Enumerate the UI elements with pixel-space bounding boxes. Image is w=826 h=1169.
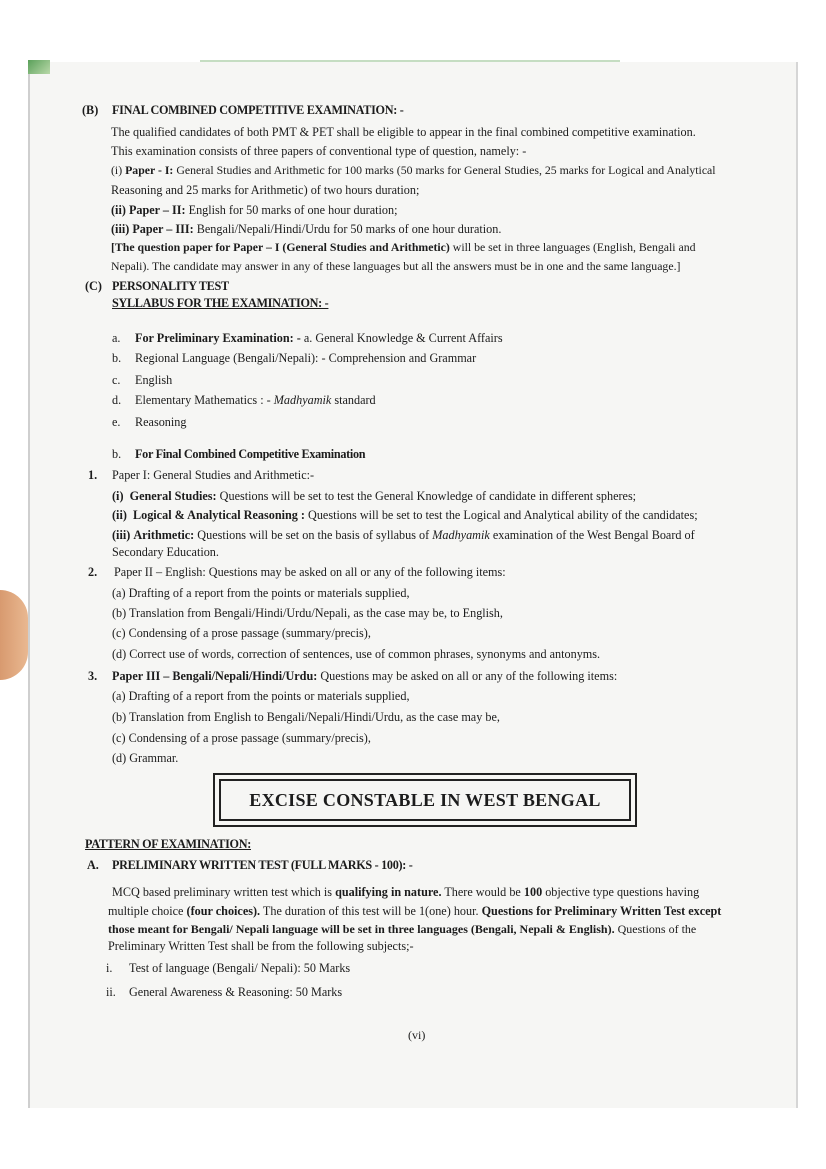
page-left-edge <box>28 62 30 1108</box>
paper-i-item-iii-text: Questions will be set on the basis of syllabus of <box>197 528 430 542</box>
paper-3-line <box>111 221 501 237</box>
pattern-a-title: PRELIMINARY WRITTEN TEST (FULL MARKS - 100): - <box>112 858 413 872</box>
paper-i-item-iii <box>112 527 695 543</box>
page-number: (vi) <box>408 1028 426 1042</box>
paper-i-item-i <box>112 488 636 504</box>
syllabus-item-e-label: e. <box>112 415 121 429</box>
paper-i-item-i-label: (i) <box>112 489 124 503</box>
pattern-p2-b: (four choices). <box>186 904 261 918</box>
section-b-intro-2: This examination consists of three papers of conventional type of question, namely: - <box>111 144 527 158</box>
language-note-text: will be set in three languages (English, Bengali and <box>452 240 696 254</box>
paper-i-item-ii-bold: Logical & Analytical Reasoning : <box>132 508 305 522</box>
paper-i-item-ii-label: (ii) <box>112 508 127 522</box>
paper-ii-item-b: (b) Translation from Bengali/Hindi/Urdu/Nepali, as the case may be, to English, <box>112 606 503 620</box>
syllabus-item-d <box>135 392 376 408</box>
pattern-p1-d: 100 <box>523 885 543 899</box>
paper-i-item-i-bold: General Studies: <box>129 489 217 503</box>
paper-i-item-iii-bold: Arithmetic: <box>133 528 195 542</box>
pattern-item-i-label: i. <box>106 961 113 975</box>
paper-iii-item-a: (a) Drafting of a report from the points or materials supplied, <box>112 689 410 703</box>
syllabus-item-e: Reasoning <box>135 415 187 429</box>
paper-1-text-2: Reasoning and 25 marks for Arithmetic) of two hours duration; <box>111 183 420 197</box>
paper-i-item-ii <box>112 507 698 523</box>
pattern-item-ii-label: ii. <box>106 985 116 999</box>
paper-i-item-iii-italic: Madhyamik <box>432 528 490 542</box>
section-b-label: (B) <box>82 103 99 117</box>
syllabus-item-b-label: b. <box>112 351 122 365</box>
boxed-title: EXCISE CONSTABLE IN WEST BENGAL <box>219 779 631 821</box>
syllabus-item-a <box>135 330 503 346</box>
pattern-p1-b: qualifying in nature. <box>335 885 442 899</box>
pattern-p3-b: Questions of the <box>617 922 697 936</box>
paper-i-item-iii-text-2: Secondary Education. <box>112 545 219 559</box>
paper-3-text: Bengali/Nepali/Hindi/Urdu for 50 marks of one hour duration. <box>196 222 502 236</box>
syllabus-item-d-label: d. <box>112 393 122 407</box>
syllabus-item-b: Regional Language (Bengali/Nepali): - Comprehension and Grammar <box>135 351 477 365</box>
paper-1-line <box>111 162 716 178</box>
pattern-p1-a: MCQ based preliminary written test which is <box>112 885 333 899</box>
paper-1-label: (i) <box>111 163 123 177</box>
paper-ii-item-a: (a) Drafting of a report from the points or materials supplied, <box>112 586 410 600</box>
green-corner-mark <box>28 60 50 74</box>
paper-ii-item-c: (c) Condensing of a prose passage (summary/precis), <box>112 626 371 640</box>
paper-i-item-iii-tail: examination of the West Bengal Board of <box>492 528 695 542</box>
paper-1-bold: Paper - I: <box>125 163 174 177</box>
syllabus-item-a-text: a. General Knowledge & Current Affairs <box>303 331 503 345</box>
pattern-p2-a: multiple choice <box>108 904 184 918</box>
pattern-p1-c: There would be <box>444 885 521 899</box>
syllabus-item-d-text: Elementary Mathematics : - <box>135 393 271 407</box>
final-exam-title: For Final Combined Competitive Examination <box>135 447 366 461</box>
paper-iii-title-bold: Paper III – Bengali/Nepali/Hindi/Urdu: <box>112 669 318 683</box>
pattern-para-line-2 <box>108 903 721 919</box>
pattern-para-line-1 <box>112 884 699 900</box>
syllabus-title: SYLLABUS FOR THE EXAMINATION: - <box>112 296 329 310</box>
paper-iii-title-text: Questions may be asked on all or any of the following items: <box>320 669 618 683</box>
pattern-para-line-3 <box>108 921 696 937</box>
thumb-shadow <box>0 590 28 680</box>
paper-i-item-i-text: Questions will be set to test the General Knowledge of candidate in different spheres; <box>219 489 637 503</box>
syllabus-item-a-bold: For Preliminary Examination: - <box>135 331 301 345</box>
paper-iii-item-d: (d) Grammar. <box>112 751 179 765</box>
pattern-item-ii: General Awareness & Reasoning: 50 Marks <box>129 985 343 999</box>
language-note-bold: [The question paper for Paper – I (General Studies and Arithmetic) <box>111 240 450 254</box>
paper-iii-item-c: (c) Condensing of a prose passage (summary/precis), <box>112 731 371 745</box>
section-b-title: FINAL COMBINED COMPETITIVE EXAMINATION: - <box>112 103 404 117</box>
paper-ii-item-d: (d) Correct use of words, correction of sentences, use of common phrases, synonyms and antonyms. <box>112 647 601 661</box>
section-b-intro-1: The qualified candidates of both PMT & PET shall be eligible to appear in the final combined competitive examination. <box>111 125 696 139</box>
syllabus-item-d-italic: Madhyamik <box>273 393 332 407</box>
paper-iii-item-b: (b) Translation from English to Bengali/Nepali/Hindi/Urdu, as the case may be, <box>112 710 500 724</box>
syllabus-item-d-tail: standard <box>334 393 376 407</box>
paper-3-bold: Paper – III: <box>132 222 194 236</box>
syllabus-item-c: English <box>135 373 173 387</box>
paper-ii-title: Paper II – English: Questions may be asked on all or any of the following items: <box>114 565 506 579</box>
paper-ii-number: 2. <box>88 565 98 579</box>
paper-iii-number: 3. <box>88 669 98 683</box>
syllabus-item-a-label: a. <box>112 331 121 345</box>
paper-2-bold: Paper – II: <box>128 203 186 217</box>
paper-2-text: English for 50 marks of one hour duration; <box>188 203 398 217</box>
paper-i-item-ii-text: Questions will be set to test the Logical and Analytical ability of the candidates; <box>308 508 698 522</box>
pattern-para-line-4: Preliminary Written Test shall be from the following subjects;- <box>108 939 414 953</box>
section-c-title: PERSONALITY TEST <box>112 279 229 293</box>
paper-i-title: Paper I: General Studies and Arithmetic:- <box>112 468 315 482</box>
page-top-line <box>200 60 620 62</box>
pattern-item-i: Test of language (Bengali/ Nepali): 50 Marks <box>129 961 351 975</box>
language-note-2: Nepali). The candidate may answer in any of these languages but all the answers must be in one and the same language.] <box>111 259 681 273</box>
pattern-p2-c: The duration of this test will be 1(one) hour. <box>262 904 479 918</box>
pattern-p3-a: those meant for Bengali/ Nepali language will be set in three languages (Bengali, Nepali & English). <box>108 922 615 936</box>
paper-3-label: (iii) <box>111 222 130 236</box>
paper-1-text: General Studies and Arithmetic for 100 marks (50 marks for General Studies, 25 marks for Logical and Analytical <box>176 163 716 177</box>
pattern-a-label: A. <box>87 858 99 872</box>
paper-i-item-iii-label: (iii) <box>112 528 131 542</box>
syllabus-item-c-label: c. <box>112 373 121 387</box>
paper-2-label: (ii) <box>111 203 126 217</box>
page-right-edge <box>796 62 798 1108</box>
final-exam-label: b. <box>112 447 122 461</box>
pattern-title: PATTERN OF EXAMINATION: <box>85 837 251 851</box>
paper-2-line <box>111 202 397 218</box>
paper-i-number: 1. <box>88 468 98 482</box>
language-note-1 <box>111 239 696 255</box>
paper-iii-title <box>112 668 617 684</box>
pattern-p1-e: objective type questions having <box>545 885 700 899</box>
pattern-p2-d: Questions for Preliminary Written Test except <box>481 904 722 918</box>
section-c-label: (C) <box>85 279 102 293</box>
